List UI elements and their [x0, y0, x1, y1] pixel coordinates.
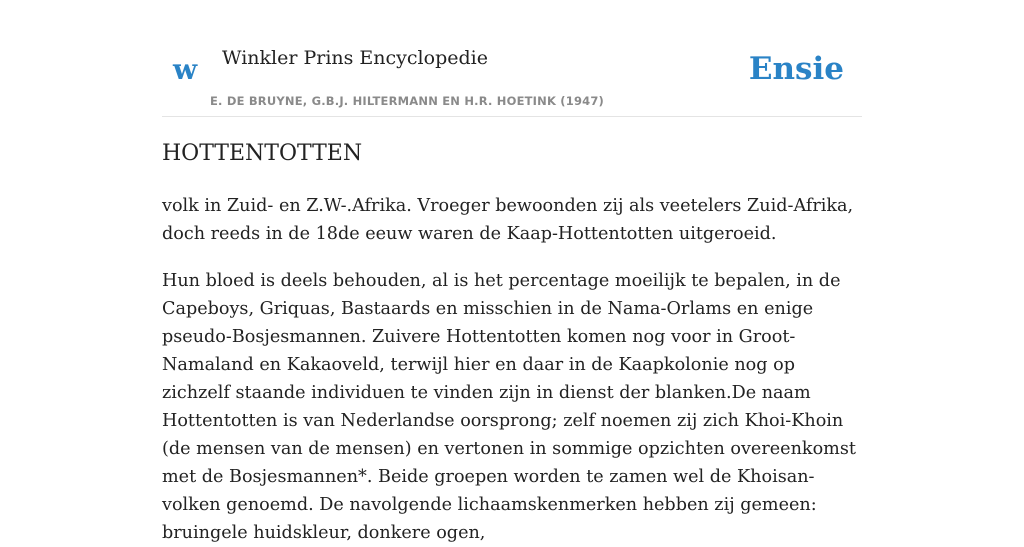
article-content [162, 136, 867, 547]
article-title: HOTTENTOTTEN [162, 141, 363, 166]
ensie-brand-logo[interactable]: Ensie [748, 51, 844, 87]
article-paragraph-2: Hun bloed is deels behouden, al is het percentage moeilijk te bepalen, in de Capeboys, Griquas, Bastaards en misschien in de Nama-Orlams en enige pseudo-Bosjesmannen. Zuivere Hottentotten komen nog voor in Groot-Namaland en Kakaoveld, terwijl hier en daar in de Kaapkolonie nog op zichzelf staande individuen te vinden zijn in dienst der blanken.De naam Hottentotten is van Nederlandse oorsprong; zelf noemen zij zich Khoi-Khoin (de mensen van de mensen) en vertonen in sommige opzichten overeenkomst met de Bosjesmannen*. Beide groepen worden te zamen wel de Khoisan-volken genoemd. De navolgende lichaamskenmerken hebben zij gemeen: bruingele huidskleur, donkere ogen, [162, 271, 856, 543]
authors-line: E. DE BRUYNE, G.B.J. HILTERMANN EN H.R. HOETINK (1947) [210, 94, 605, 108]
article-paragraph-1: volk in Zuid- en Z.W-.Afrika. Vroeger bewoonden zij als veetelers Zuid-Afrika, doch reeds in de 18de eeuw waren de Kaap-Hottentotten uitgeroeid. [162, 196, 854, 244]
encyclopedia-title[interactable]: Winkler Prins Encyclopedie [222, 47, 488, 69]
site-header [162, 0, 862, 117]
winkler-prins-logo-icon[interactable]: w [173, 53, 198, 86]
